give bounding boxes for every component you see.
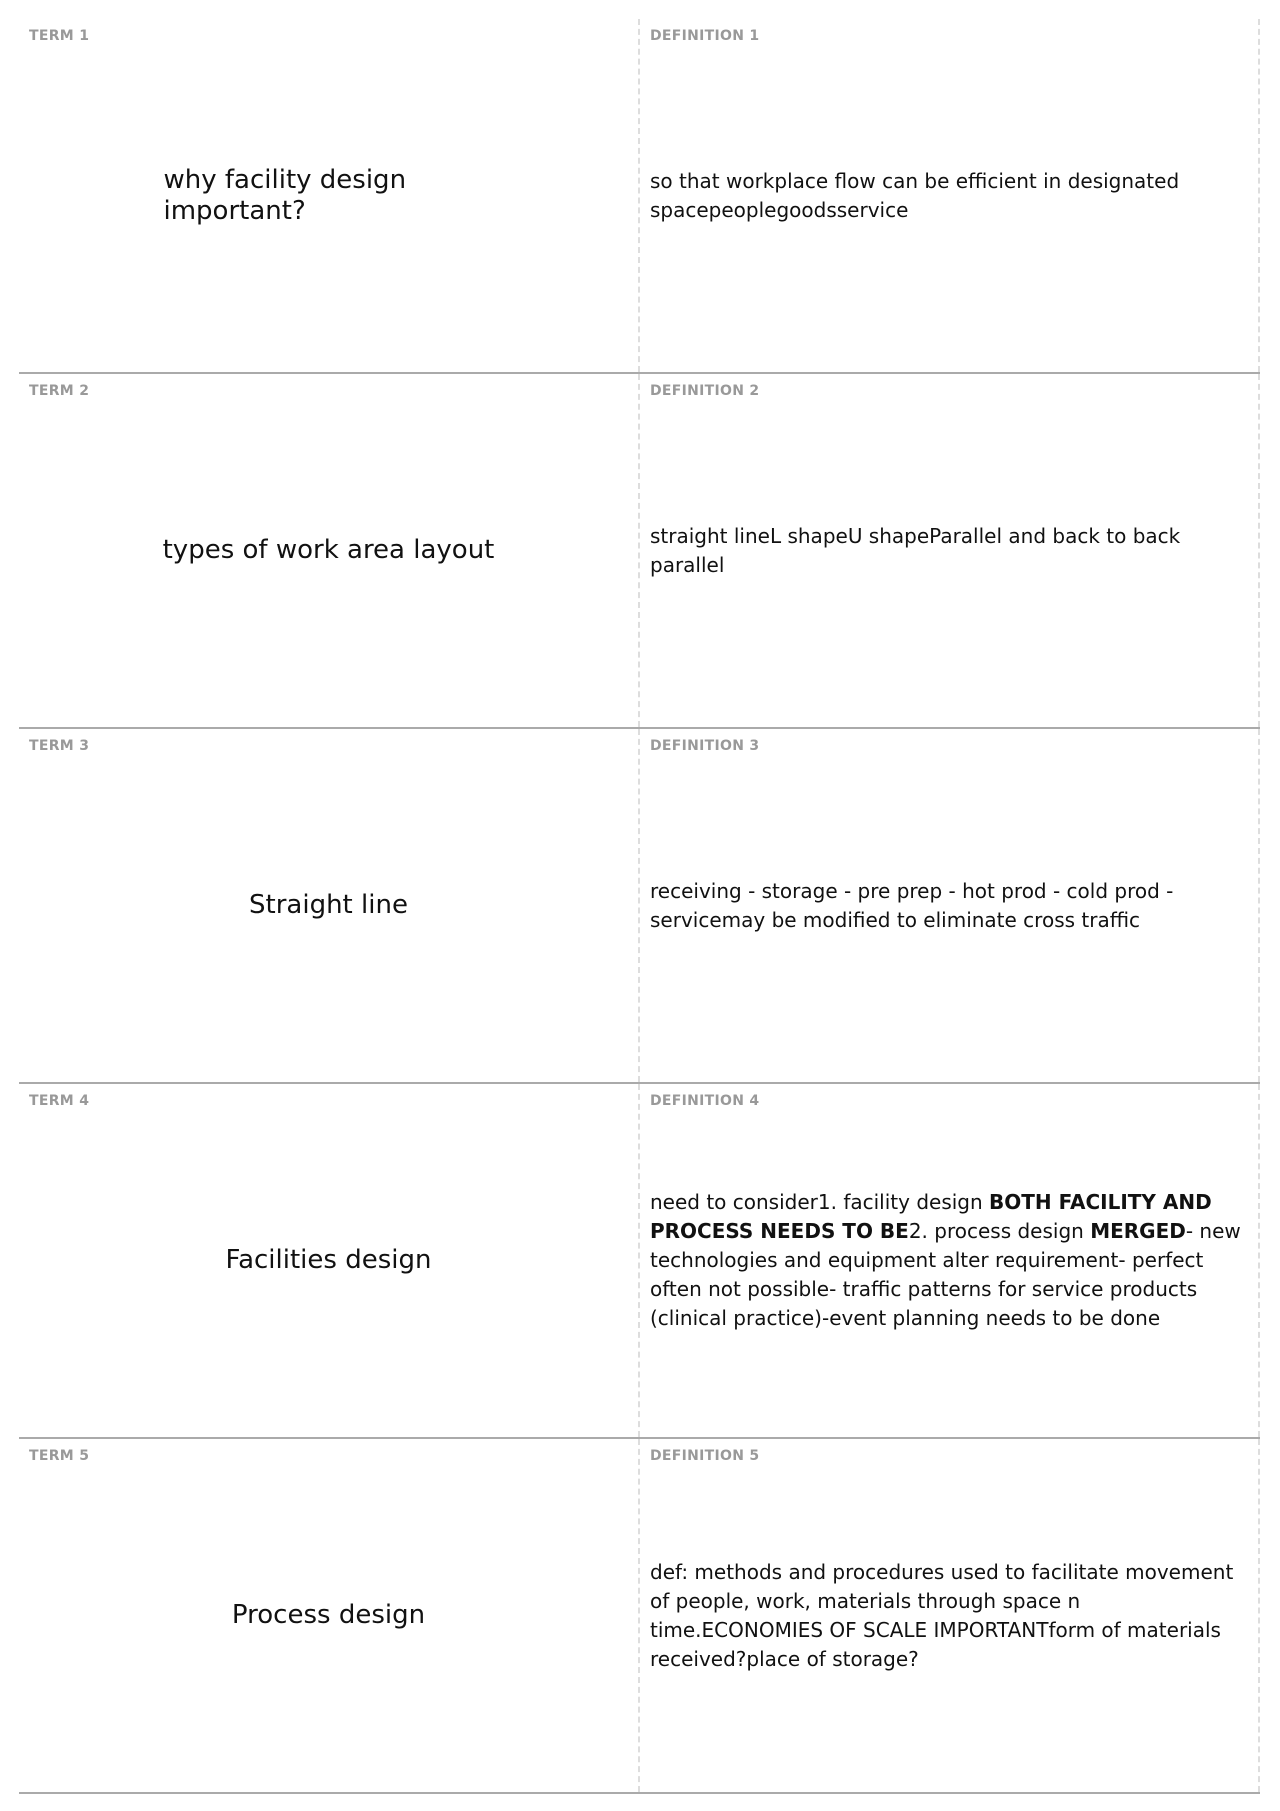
definition-part: need to consider1. facility design xyxy=(650,1190,990,1214)
term-label: TERM 1 xyxy=(29,28,90,44)
definition-part: receiving - storage - pre prep - hot prod - cold prod - servicemay be modified to eliminate cross traffic xyxy=(650,878,1174,932)
term-cell xyxy=(19,729,640,1082)
flashcard-sheet xyxy=(19,19,1260,1794)
term-text: Facilities design xyxy=(225,1245,432,1275)
definition-part: straight lineL shapeU shapeParallel and back to back parallel xyxy=(650,523,1181,577)
definition-label: DEFINITION 1 xyxy=(650,28,760,44)
term-text: Straight line xyxy=(249,890,408,920)
flashcard-row xyxy=(19,1084,1260,1439)
term-text: types of work area layout xyxy=(162,535,495,565)
term-cell xyxy=(19,19,640,372)
definition-text xyxy=(650,522,1246,580)
term-text: why facility design important? xyxy=(163,164,407,226)
definition-part-bold: BOTH FACILITY AND PROCESS NEEDS TO BE xyxy=(650,1190,1212,1243)
definition-cell xyxy=(640,729,1260,1082)
definition-label: DEFINITION 3 xyxy=(650,738,760,754)
flashcard-row xyxy=(19,1439,1260,1794)
term-label: TERM 2 xyxy=(29,383,90,399)
term-cell xyxy=(19,1439,640,1792)
term-cell xyxy=(19,374,640,727)
definition-part: so that workplace flow can be efficient in designated spacepeoplegoodsservice xyxy=(650,168,1180,222)
definition-cell xyxy=(640,1439,1260,1792)
flashcard-row xyxy=(19,374,1260,729)
term-label: TERM 3 xyxy=(29,738,90,754)
term-label: TERM 4 xyxy=(29,1093,90,1109)
definition-cell xyxy=(640,1084,1260,1437)
definition-label: DEFINITION 5 xyxy=(650,1448,760,1464)
definition-cell xyxy=(640,19,1260,372)
definition-text xyxy=(650,877,1246,935)
flashcard-row xyxy=(19,729,1260,1084)
term-text: Process design xyxy=(231,1600,426,1630)
definition-part: 2. process design xyxy=(908,1219,1091,1243)
definition-text xyxy=(650,1558,1246,1674)
definition-text xyxy=(650,1188,1246,1333)
definition-label: DEFINITION 4 xyxy=(650,1093,760,1109)
flashcard-row xyxy=(19,19,1260,374)
term-label: TERM 5 xyxy=(29,1448,90,1464)
definition-part: - new technologies and equipment alter requirement- perfect often not possible- traffic patterns for service products (clinical practice)-event planning needs to be done xyxy=(650,1219,1241,1330)
definition-part-bold: MERGED xyxy=(1090,1219,1186,1243)
definition-cell xyxy=(640,374,1260,727)
definition-part: def: methods and procedures used to facilitate movement of people, work, materials through space n time.ECONOMIES OF SCALE IMPORTANTform of materials received?place of storage? xyxy=(650,1559,1234,1671)
term-cell xyxy=(19,1084,640,1437)
definition-label: DEFINITION 2 xyxy=(650,383,760,399)
definition-text xyxy=(650,167,1246,225)
